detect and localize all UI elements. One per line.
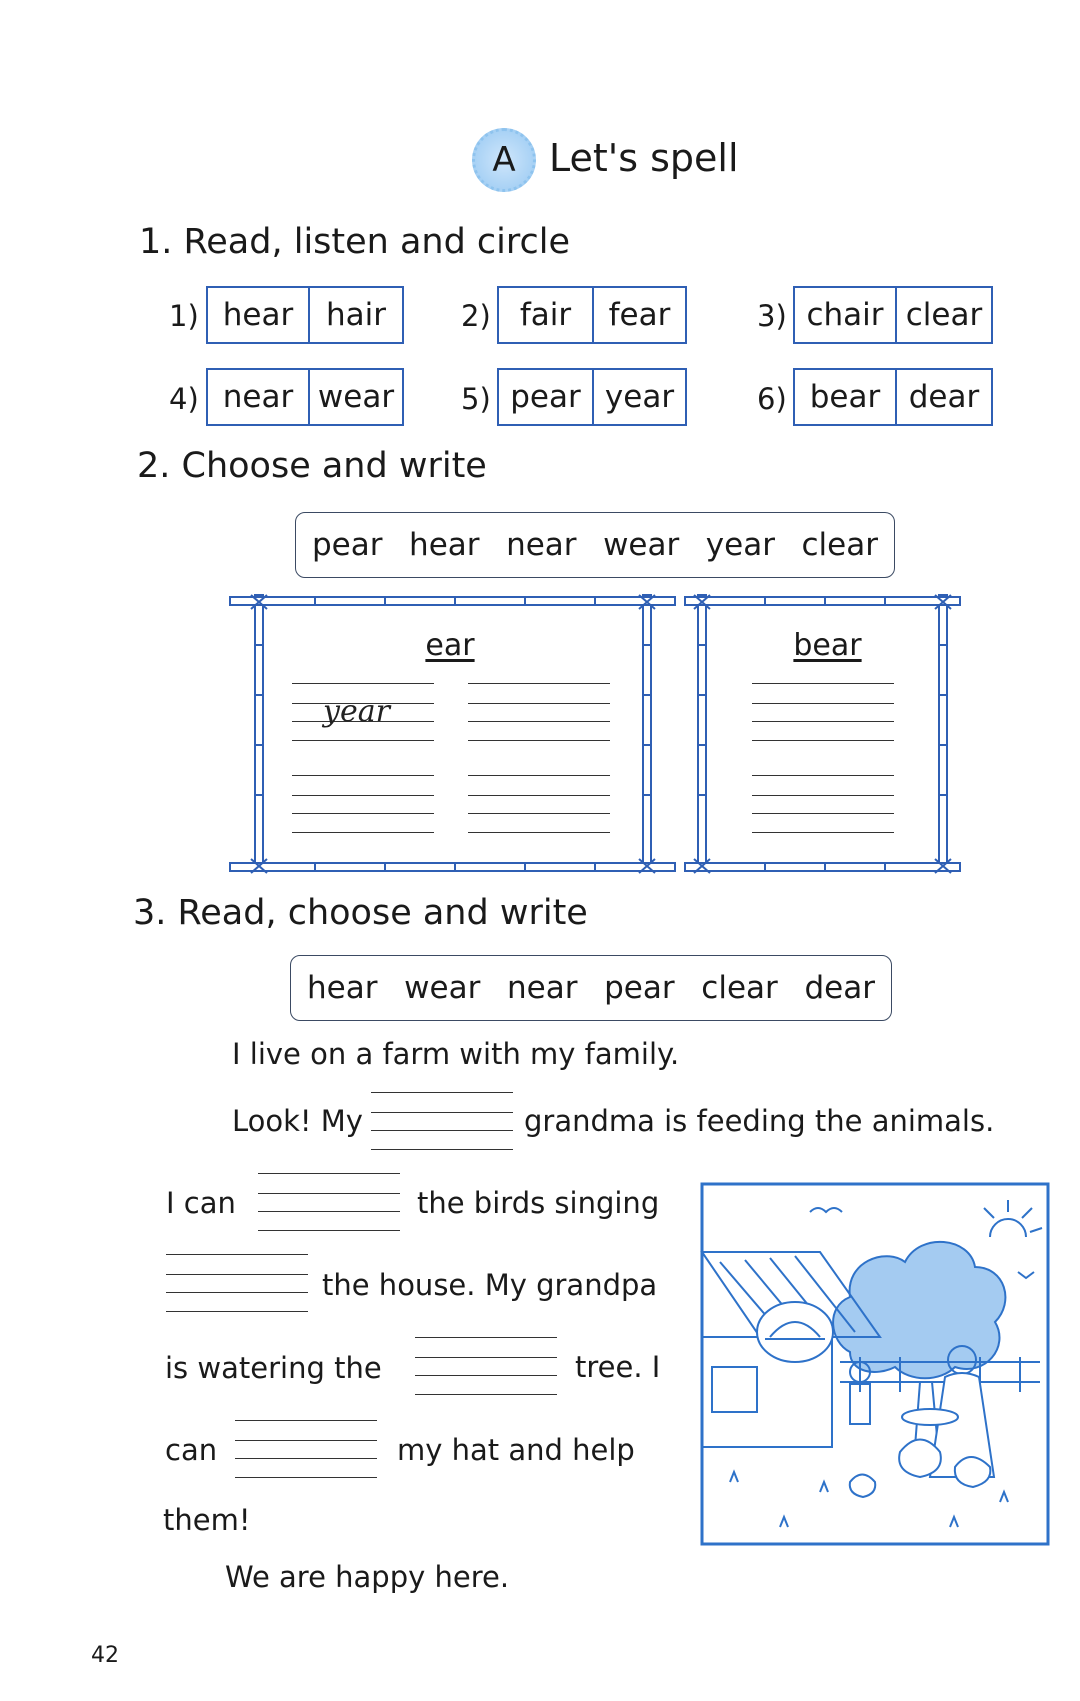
story-line-8: We are happy here.	[225, 1560, 510, 1594]
item-4-word-b[interactable]: wear	[308, 370, 402, 424]
item-2-word-box	[497, 286, 687, 344]
writing-lines[interactable]	[752, 683, 894, 743]
story-line-7: them!	[163, 1503, 251, 1537]
exercise-3-heading: 3. Read, choose and write	[133, 893, 588, 933]
item-1-word-b[interactable]: hair	[308, 288, 402, 342]
answer-blank-1[interactable]	[371, 1092, 513, 1152]
answer-blank-4[interactable]	[415, 1337, 557, 1397]
chicken-icon	[899, 1440, 941, 1478]
bank-word: hear	[409, 527, 480, 563]
feed-basket	[902, 1409, 958, 1425]
story-line-6b: my hat and help	[397, 1433, 635, 1467]
story-line-3a: I can	[166, 1186, 236, 1220]
item-5-word-a[interactable]: pear	[510, 379, 581, 415]
frame-right-label: bear	[793, 628, 862, 663]
story-line-2b: grandma is feeding the animals.	[524, 1104, 995, 1138]
frame-left-label: ear	[425, 628, 475, 663]
answer-blank-3[interactable]	[166, 1254, 308, 1314]
example-answer: year	[323, 694, 390, 729]
bank-word: wear	[603, 527, 680, 563]
story-line-5b: tree. I	[575, 1350, 661, 1384]
story-line-4b: the house. My grandpa	[322, 1268, 658, 1302]
bank-word: wear	[404, 970, 481, 1006]
bank-word: year	[705, 527, 775, 563]
bank-word: clear	[801, 527, 878, 563]
item-1-word-a[interactable]: hear	[222, 297, 294, 333]
item-1-word-box	[206, 286, 404, 344]
bamboo-pole-right	[643, 595, 651, 865]
item-2-number: 2)	[461, 299, 491, 333]
story-line-3b: the birds singing	[417, 1186, 660, 1220]
item-1-number: 1)	[169, 299, 199, 333]
item-2-word-a[interactable]: fair	[519, 297, 572, 333]
item-5-number: 5)	[461, 382, 491, 416]
writing-lines[interactable]	[292, 775, 434, 835]
item-3-word-b[interactable]: clear	[895, 288, 991, 342]
bank-word: hear	[307, 970, 378, 1006]
writing-lines[interactable]	[468, 775, 610, 835]
bank-word: pear	[604, 970, 675, 1006]
bamboo-pole-left-2	[698, 595, 706, 865]
bamboo-pole-top-2	[685, 597, 960, 605]
section-badge: A	[472, 128, 536, 192]
story-line-2a: Look! My	[232, 1104, 363, 1138]
writing-lines[interactable]	[468, 683, 610, 743]
item-6-word-a[interactable]: bear	[809, 379, 881, 415]
writing-lines[interactable]	[752, 775, 894, 835]
story-line-5a: is watering the	[165, 1351, 382, 1385]
story-line-1: I live on a farm with my family.	[232, 1037, 680, 1071]
bank-word: pear	[312, 527, 383, 563]
bank-word: dear	[804, 970, 875, 1006]
item-6-word-b[interactable]: dear	[895, 370, 991, 424]
bamboo-pole-top	[230, 597, 675, 605]
bamboo-pole-bottom-2	[685, 863, 960, 871]
bank-word: clear	[701, 970, 778, 1006]
answer-blank-5[interactable]	[235, 1420, 377, 1480]
bamboo-pole-bottom	[230, 863, 675, 871]
item-6-number: 6)	[757, 382, 787, 416]
item-3-number: 3)	[757, 299, 787, 333]
item-4-word-box	[206, 368, 404, 426]
item-3-word-box	[793, 286, 993, 344]
item-4-word-a[interactable]: near	[222, 379, 294, 415]
word-bank-2	[295, 512, 895, 578]
farm-illustration	[700, 1182, 1050, 1546]
bamboo-pole-left	[255, 595, 263, 865]
exercise-1-heading: 1. Read, listen and circle	[139, 222, 571, 262]
page-number: 42	[91, 1643, 119, 1668]
bank-word: near	[506, 527, 577, 563]
answer-blank-2[interactable]	[258, 1173, 400, 1233]
bank-word: near	[506, 970, 578, 1006]
item-6-word-box	[793, 368, 993, 426]
section-title: Let's spell	[549, 136, 739, 180]
word-bank-3	[290, 955, 892, 1021]
item-5-word-b[interactable]: year	[592, 370, 685, 424]
story-line-6a: can	[165, 1433, 218, 1467]
item-3-word-a[interactable]: chair	[806, 297, 884, 333]
item-2-word-b[interactable]: fear	[592, 288, 685, 342]
item-5-word-box	[497, 368, 687, 426]
item-4-number: 4)	[169, 382, 199, 416]
exercise-2-heading: 2. Choose and write	[137, 446, 487, 486]
bamboo-pole-right-2	[939, 595, 947, 865]
